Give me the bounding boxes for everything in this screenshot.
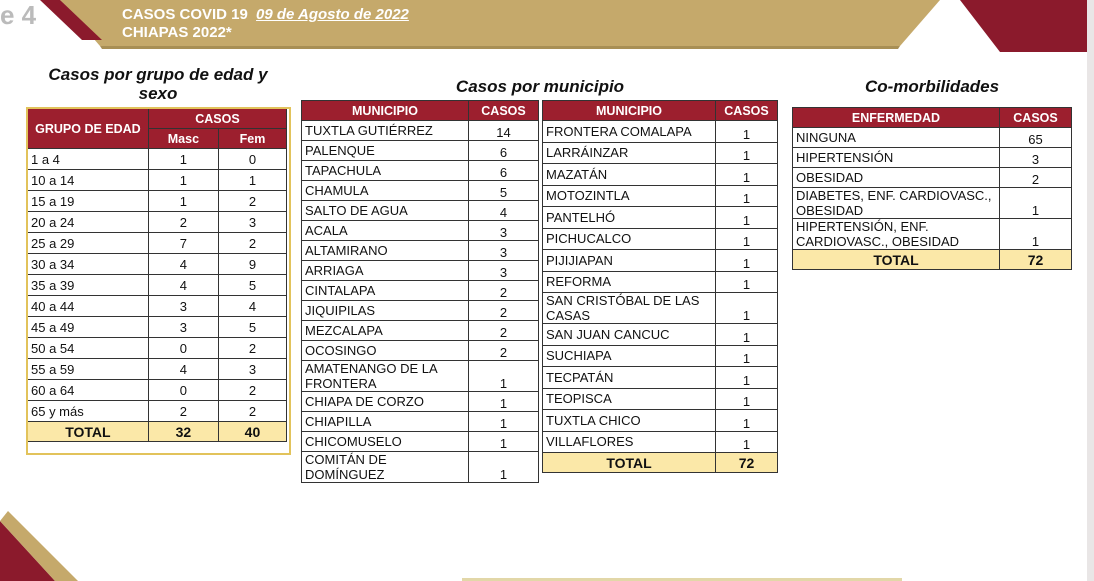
municipio-name-cell	[302, 392, 469, 412]
municipio-name-cell-text: CHAMULA	[305, 183, 369, 198]
morb-table	[792, 107, 1072, 270]
table-row	[543, 388, 778, 410]
age-masc-cell: 4	[148, 275, 218, 296]
age-masc-cell: 0	[148, 338, 218, 359]
municipio-name-cell-text: AMATENANGO DE LA	[305, 361, 438, 376]
header-red-corner	[960, 0, 1094, 52]
table-row	[543, 185, 778, 207]
municipio-name-cell	[543, 293, 716, 324]
age-masc-cell: 3	[148, 296, 218, 317]
table-row	[302, 452, 539, 483]
age-masc-cell: 2	[148, 401, 218, 422]
mun-left-header-name: MUNICIPIO	[302, 101, 469, 121]
age-total-masc: 32	[148, 422, 218, 442]
municipio-name-cell	[302, 161, 469, 181]
table-row	[543, 228, 778, 250]
municipio-cases-cell: 6	[469, 161, 539, 181]
municipio-cases-cell: 2	[469, 301, 539, 321]
table-row	[793, 188, 1072, 219]
municipio-name-cell-text: PANTELHÓ	[546, 209, 616, 225]
age-fem-cell: 3	[218, 359, 286, 380]
age-fem-cell: 2	[218, 338, 286, 359]
table-row	[302, 241, 539, 261]
municipio-name-cell	[543, 121, 716, 143]
table-row	[543, 431, 778, 453]
municipio-cases-cell: 1	[716, 367, 778, 389]
municipio-name-cell-text: CINTALAPA	[305, 283, 376, 298]
mun-right-header-name: MUNICIPIO	[543, 101, 716, 121]
municipio-cases-cell: 1	[716, 324, 778, 346]
right-edge	[1087, 0, 1094, 581]
table-row	[302, 141, 539, 161]
municipio-cases-cell: 1	[716, 250, 778, 272]
municipio-name-cell	[302, 432, 469, 452]
municipio-name-cell-text: MAZATÁN	[546, 166, 608, 182]
age-group-cell: 10 a 14	[28, 170, 149, 191]
age-masc-cell: 2	[148, 212, 218, 233]
municipio-name-cell-text: JIQUIPILAS	[305, 303, 376, 318]
age-total-fem: 40	[218, 422, 286, 442]
municipio-cases-cell: 1	[716, 293, 778, 324]
header-line2: CHIAPAS 2022*	[122, 24, 232, 41]
table-row	[302, 392, 539, 412]
municipio-cases-cell: 1	[469, 361, 539, 392]
municipio-name-cell-text: CHIAPILLA	[305, 414, 372, 429]
mun-right-header-cases: CASOS	[716, 101, 778, 121]
municipio-name-cell-text: OCOSINGO	[305, 343, 377, 358]
municipio-table-right	[542, 100, 778, 473]
municipio-table-left	[301, 100, 539, 483]
age-masc-cell: 3	[148, 317, 218, 338]
municipio-cases-cell: 1	[716, 142, 778, 164]
age-fem-cell: 2	[218, 191, 286, 212]
municipio-cases-cell: 3	[469, 221, 539, 241]
table-row	[543, 250, 778, 272]
municipio-cases-cell: 1	[716, 271, 778, 293]
table-row	[793, 219, 1072, 250]
municipio-name-cell-text: TEOPISCA	[546, 391, 612, 407]
municipio-name-cell-text2: FRONTERA	[305, 376, 377, 391]
municipio-cases-cell: 2	[469, 341, 539, 361]
header-title	[122, 6, 409, 42]
municipio-name-cell-text: TUXTLA CHICO	[546, 412, 641, 428]
municipio-name-cell-text: PIJIJIAPAN	[546, 252, 613, 268]
municipio-name-cell	[302, 221, 469, 241]
municipio-cases-cell: 1	[716, 228, 778, 250]
morb-cases-cell: 3	[1000, 148, 1072, 168]
morb-cases-cell: 2	[1000, 168, 1072, 188]
age-table-frame	[26, 107, 291, 455]
municipio-cases-cell: 5	[469, 181, 539, 201]
table-row	[793, 148, 1072, 168]
municipio-name-cell-text: TECPATÁN	[546, 369, 614, 385]
municipio-cases-cell: 1	[716, 121, 778, 143]
municipio-cases-cell: 1	[469, 432, 539, 452]
municipio-name-cell	[543, 431, 716, 453]
table-row	[302, 301, 539, 321]
municipio-name-cell	[543, 228, 716, 250]
morb-total-label: TOTAL	[793, 250, 1000, 270]
municipio-cases-cell: 6	[469, 141, 539, 161]
municipio-name-cell	[543, 324, 716, 346]
morb-header-name: ENFERMEDAD	[793, 108, 1000, 128]
age-fem-cell: 3	[218, 212, 286, 233]
age-masc-cell: 1	[148, 170, 218, 191]
municipio-cases-cell: 3	[469, 261, 539, 281]
municipio-name-cell-text: ALTAMIRANO	[305, 243, 388, 258]
morb-name-cell-text: HIPERTENSIÓN, ENF.	[796, 219, 929, 234]
mun-total-value: 72	[716, 453, 778, 473]
municipio-name-cell	[302, 181, 469, 201]
table-row	[543, 164, 778, 186]
municipio-cases-cell: 1	[716, 410, 778, 432]
municipio-name-cell-text: PALENQUE	[305, 143, 375, 158]
municipio-name-cell	[302, 121, 469, 141]
corner-fragment: e 4	[0, 0, 37, 30]
municipio-cases-cell: 3	[469, 241, 539, 261]
age-group-cell: 30 a 34	[28, 254, 149, 275]
age-fem-cell: 5	[218, 317, 286, 338]
table-row	[543, 293, 778, 324]
municipio-cases-cell: 1	[716, 431, 778, 453]
morb-name-cell	[793, 128, 1000, 148]
municipio-cases-cell: 4	[469, 201, 539, 221]
header-line1: CASOS COVID 19	[122, 6, 248, 23]
municipio-name-cell-text: REFORMA	[546, 274, 611, 290]
municipio-name-cell	[302, 201, 469, 221]
age-header-fem: Fem	[218, 129, 286, 149]
age-group-cell: 65 y más	[28, 401, 149, 422]
mun-total-label: TOTAL	[543, 453, 716, 473]
morb-cases-cell: 65	[1000, 128, 1072, 148]
table-row	[543, 271, 778, 293]
morb-name-cell-text: HIPERTENSIÓN	[796, 150, 894, 165]
age-fem-cell: 5	[218, 275, 286, 296]
age-masc-cell: 1	[148, 149, 218, 170]
municipio-name-cell-text: MEZCALAPA	[305, 323, 383, 338]
municipio-cases-cell: 1	[716, 164, 778, 186]
age-group-cell: 1 a 4	[28, 149, 149, 170]
table-row	[793, 128, 1072, 148]
age-group-cell: 50 a 54	[28, 338, 149, 359]
age-group-cell: 35 a 39	[28, 275, 149, 296]
age-group-cell: 40 a 44	[28, 296, 149, 317]
age-fem-cell: 2	[218, 380, 286, 401]
age-total-label: TOTAL	[28, 422, 149, 442]
municipio-cases-cell: 1	[716, 388, 778, 410]
morb-name-cell-text2: CARDIOVASC., OBESIDAD	[796, 234, 960, 249]
municipio-cases-cell: 14	[469, 121, 539, 141]
municipio-cases-cell: 1	[469, 452, 539, 483]
morb-name-cell	[793, 148, 1000, 168]
header-shadow	[100, 46, 900, 49]
municipio-name-cell-text: COMITÁN DE	[305, 452, 387, 467]
morb-name-cell-text: OBESIDAD	[796, 170, 864, 185]
municipio-name-cell-text: VILLAFLORES	[546, 434, 634, 450]
morb-cases-cell: 1	[1000, 219, 1072, 250]
municipio-cases-cell: 2	[469, 281, 539, 301]
age-group-cell: 20 a 24	[28, 212, 149, 233]
age-masc-cell: 4	[148, 254, 218, 275]
table-row	[302, 341, 539, 361]
age-group-cell: 25 a 29	[28, 233, 149, 254]
age-group-cell: 45 a 49	[28, 317, 149, 338]
municipio-name-cell-text: ACALA	[305, 223, 348, 238]
municipio-name-cell	[302, 452, 469, 483]
morb-name-cell-text: NINGUNA	[796, 130, 856, 145]
morb-name-cell-text2: OBESIDAD	[796, 203, 864, 218]
municipio-name-cell	[302, 321, 469, 341]
municipio-name-cell	[543, 345, 716, 367]
municipio-name-cell	[543, 367, 716, 389]
municipio-name-cell	[302, 361, 469, 392]
age-group-cell: 60 a 64	[28, 380, 149, 401]
municipio-name-cell	[543, 271, 716, 293]
table-row	[302, 201, 539, 221]
municipio-name-cell	[302, 241, 469, 261]
municipio-name-cell-text: PICHUCALCO	[546, 231, 632, 247]
age-group-cell: 55 a 59	[28, 359, 149, 380]
bottom-corner-decoration	[0, 501, 120, 581]
municipio-name-cell	[543, 185, 716, 207]
municipio-name-cell-text: SAN CRISTÓBAL DE LAS	[546, 293, 700, 308]
table-row	[543, 142, 778, 164]
table-row	[302, 321, 539, 341]
morb-name-cell	[793, 168, 1000, 188]
morb-header-cases: CASOS	[1000, 108, 1072, 128]
age-fem-cell: 1	[218, 170, 286, 191]
morb-cases-cell: 1	[1000, 188, 1072, 219]
age-fem-cell: 4	[218, 296, 286, 317]
table-row	[302, 361, 539, 392]
age-group-cell: 15 a 19	[28, 191, 149, 212]
age-fem-cell: 0	[218, 149, 286, 170]
municipio-name-cell	[302, 301, 469, 321]
municipio-name-cell-text: MOTOZINTLA	[546, 188, 630, 204]
municipio-name-cell	[543, 250, 716, 272]
table-row	[543, 410, 778, 432]
table-row	[543, 207, 778, 229]
age-masc-cell: 0	[148, 380, 218, 401]
table-row	[302, 121, 539, 141]
municipio-name-cell-text: FRONTERA COMALAPA	[546, 123, 692, 139]
municipio-name-cell-text: CHICOMUSELO	[305, 434, 402, 449]
municipio-name-cell	[543, 164, 716, 186]
municipio-name-cell	[543, 207, 716, 229]
age-fem-cell: 2	[218, 233, 286, 254]
municipio-cases-cell: 1	[716, 185, 778, 207]
age-masc-cell: 1	[148, 191, 218, 212]
table-row	[793, 168, 1072, 188]
municipio-cases-cell: 1	[716, 207, 778, 229]
age-masc-cell: 4	[148, 359, 218, 380]
municipio-cases-cell: 1	[716, 345, 778, 367]
age-title-line1: Casos por grupo de edad y	[48, 65, 268, 84]
table-row	[302, 221, 539, 241]
municipio-name-cell-text: SAN JUAN CANCUC	[546, 326, 670, 342]
table-row	[302, 281, 539, 301]
age-section-title	[28, 65, 288, 103]
municipio-cases-cell: 2	[469, 321, 539, 341]
morb-name-cell	[793, 188, 1000, 219]
table-row	[543, 121, 778, 143]
morb-section-title: Co-morbilidades	[864, 77, 1000, 96]
age-masc-cell: 7	[148, 233, 218, 254]
table-row	[302, 432, 539, 452]
municipio-name-cell-text: LARRÁINZAR	[546, 145, 629, 161]
municipio-name-cell-text: ARRIAGA	[305, 263, 364, 278]
age-fem-cell: 9	[218, 254, 286, 275]
morb-name-cell-text: DIABETES, ENF. CARDIOVASC.,	[796, 188, 992, 203]
municipio-name-cell	[302, 412, 469, 432]
table-row	[302, 181, 539, 201]
table-row	[302, 161, 539, 181]
municipio-name-cell	[302, 141, 469, 161]
age-fem-cell: 2	[218, 401, 286, 422]
municipio-name-cell	[302, 341, 469, 361]
table-row	[543, 324, 778, 346]
table-row	[543, 367, 778, 389]
morb-total-value: 72	[1000, 250, 1072, 270]
municipio-name-cell	[543, 410, 716, 432]
municipio-name-cell	[543, 388, 716, 410]
age-header-masc: Masc	[148, 129, 218, 149]
morb-name-cell	[793, 219, 1000, 250]
mun-left-header-cases: CASOS	[469, 101, 539, 121]
table-row	[302, 261, 539, 281]
municipio-name-cell	[302, 261, 469, 281]
municipio-section-title: Casos por municipio	[455, 77, 625, 96]
municipio-name-cell-text: SUCHIAPA	[546, 348, 612, 364]
age-header-group: GRUPO DE EDAD	[28, 109, 149, 149]
municipio-name-cell-text: TUXTLA GUTIÉRREZ	[305, 123, 433, 138]
header-date: 09 de Agosto de 2022	[256, 6, 409, 23]
municipio-name-cell	[543, 142, 716, 164]
age-header-cases: CASOS	[148, 109, 286, 129]
municipio-name-cell-text: CHIAPA DE CORZO	[305, 394, 424, 409]
table-row	[302, 412, 539, 432]
municipio-name-cell-text: TAPACHULA	[305, 163, 382, 178]
age-title-line2: sexo	[138, 84, 178, 103]
municipio-cases-cell: 1	[469, 412, 539, 432]
table-row	[543, 345, 778, 367]
municipio-cases-cell: 1	[469, 392, 539, 412]
municipio-name-cell	[302, 281, 469, 301]
municipio-name-cell-text2: CASAS	[546, 308, 591, 323]
municipio-name-cell-text2: DOMÍNGUEZ	[305, 467, 385, 482]
municipio-name-cell-text: SALTO DE AGUA	[305, 203, 408, 218]
